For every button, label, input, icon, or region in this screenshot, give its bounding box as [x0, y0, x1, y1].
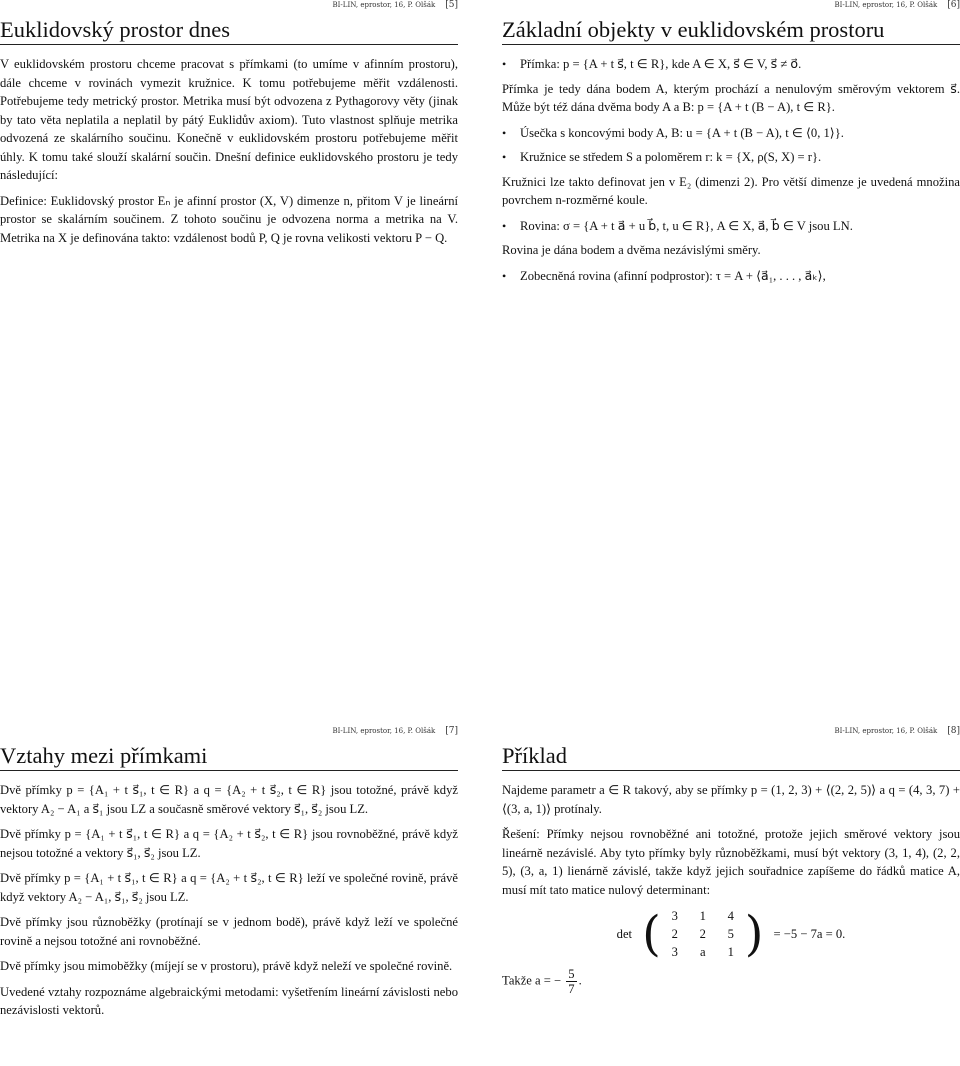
- bullet-text: Zobecněná rovina (afinní podprostor): τ = A + ⟨a⃗₁, . . . , a⃗ₖ⟩,: [520, 268, 826, 283]
- bullet-icon: •: [502, 268, 507, 283]
- slide-6: [502, 0, 960, 291]
- slide-number: [5]: [445, 0, 458, 10]
- matrix-bracket-left: (: [642, 906, 661, 962]
- matrix-cell: 5: [727, 927, 734, 941]
- paragraph: Najdeme parametr a ∈ R takový, aby se přímky p = (1, 2, 3) + ⟨(2, 2, 5)⟩ a q = (4, 3, 7) + ⟨(3, a, 1)⟩ protínaly.: [502, 783, 960, 816]
- determinant-equation: [502, 907, 960, 961]
- bullet-icon: •: [502, 57, 507, 71]
- bullet-item: [502, 267, 960, 286]
- fraction-denominator: 7: [568, 982, 575, 996]
- slide-5: [0, 0, 458, 254]
- slide-header: [502, 0, 960, 10]
- matrix-cell: 3: [671, 945, 678, 959]
- paragraph: Dvě přímky p = {A₁ + t s⃗₁, t ∈ R} a q = {A₂ + t s⃗₂, t ∈ R} leží ve společné rovině, právě když vektory A₂ − A₁, s⃗₁, s⃗₂ jsou LZ.: [0, 871, 458, 904]
- slide-title: Euklidovský prostor dnes: [0, 16, 458, 45]
- header-info: BI-LIN, eprostor, 16, P. Olšák: [332, 727, 436, 735]
- bullet-item: [502, 148, 960, 167]
- slide-title: Vztahy mezi přímkami: [0, 742, 458, 771]
- matrix: [642, 907, 763, 961]
- slide-7: [0, 726, 458, 1027]
- slide-header: [502, 726, 960, 736]
- paragraph: Dvě přímky jsou různoběžky (protínají se v jednom bodě), právě když leží ve společné rovině a nejsou totožné ani rovnoběžné.: [0, 915, 458, 948]
- matrix-cell: 2: [671, 927, 678, 941]
- conclusion-text: Takže a = −: [502, 973, 562, 988]
- matrix-cell: 3: [671, 909, 678, 923]
- matrix-bracket-right: ): [744, 906, 764, 962]
- bullet-icon: •: [502, 125, 507, 140]
- matrix-cell: 2: [699, 927, 706, 941]
- slide-body: [0, 781, 458, 1020]
- paragraph: Uvedené vztahy rozpoznáme algebraickými metodami: vyšetřením lineární závislosti nebo nezávislosti vektorů.: [0, 984, 458, 1017]
- paragraph: Kružnici lze takto definovat jen v E₂ (dimenzi 2). Pro větší dimenze je uvedená množina povrchem n-rozměrné koule.: [502, 174, 960, 207]
- slide-title: Základní objekty v euklidovském prostoru: [502, 16, 960, 45]
- header-info: BI-LIN, eprostor, 16, P. Olšák: [332, 1, 436, 9]
- bullet-item: [502, 217, 960, 236]
- matrix-grid: [661, 907, 745, 961]
- definition-paragraph: Definice: Euklidovský prostor Eₙ je afinní prostor (X, V) dimenze n, přitom V je lineární prostor se skalárním součinem. Z tohoto součinu je odvozena norma a metrika na V. Metrika na X je definována takto: vzdálenost bodů P, Q je rovna velikosti vektoru P − Q.: [0, 193, 458, 245]
- conclusion: [502, 967, 960, 996]
- slide-number: [6]: [947, 0, 960, 10]
- slide-header: [0, 726, 458, 736]
- bullet-text: Úsečka s koncovými body A, B: u = {A + t (B − A), t ∈ ⟨0, 1⟩}.: [520, 125, 844, 140]
- fraction-numerator: 5: [568, 967, 575, 981]
- det-label: det: [616, 926, 633, 941]
- paragraph: V euklidovském prostoru chceme pracovat s přímkami (to umíme v afinním prostoru), dále chceme v rovinách vymezit kružnice. K tomu potřebujeme měřit vzdálenosti. Potřebujeme tedy metrický prostor. Metrika musí být odvozena z Pythagorovy věty (jinak by tato věta neplatila a neplatil by pátý Euklidův axiom). Tuto vlastnost splňuje metrika odvozená ze skalárního součinu. Konečně v euklidovském prostoru potřebujeme měřit úhly. K tomu také slouží skalární součin. Dnešní definice euklidovského prostoru je tedy následující:: [0, 57, 458, 182]
- det-result: = −5 − 7a = 0.: [773, 926, 846, 941]
- slide-number: [8]: [947, 726, 960, 736]
- conclusion-suffix: .: [578, 973, 582, 988]
- bullet-text: Rovina: σ = {A + t a⃗ + u b⃗, t, u ∈ R}, A ∈ X, a⃗, b⃗ ∈ V jsou LN.: [520, 218, 853, 233]
- bullet-text: Kružnice se středem S a poloměrem r: k = {X, ρ(S, X) = r}.: [520, 150, 822, 164]
- matrix-cell: 1: [727, 945, 734, 959]
- paragraph: Dvě přímky jsou mimoběžky (míjejí se v prostoru), právě když neleží ve společné rovině.: [0, 959, 453, 973]
- bullet-item: [502, 124, 960, 143]
- matrix-cell: 4: [727, 909, 734, 923]
- matrix-cell: 1: [699, 909, 706, 923]
- paragraph: Přímka je tedy dána bodem A, kterým prochází a nenulovým směrovým vektorem s⃗. Může být též dána dvěma body A a B: p = {A + t (B − A), t ∈ R}.: [502, 81, 960, 114]
- slide-header: [0, 0, 458, 10]
- slide-body: [502, 781, 960, 996]
- header-info: BI-LIN, eprostor, 16, P. Olšák: [834, 1, 938, 9]
- matrix-cell: a: [700, 945, 706, 959]
- slide-8: [502, 726, 960, 1003]
- bullet-icon: •: [502, 218, 507, 233]
- bullet-item: [502, 55, 960, 74]
- paragraph: Rovina je dána bodem a dvěma nezávislými směry.: [502, 243, 761, 257]
- bullet-icon: •: [502, 150, 507, 164]
- slide-number: [7]: [445, 726, 458, 736]
- paragraph: Řešení: Přímky nejsou rovnoběžné ani totožné, protože jejich směrové vektory jsou lineárně nezávislé. Aby tyto přímky byly různoběžkami, musí být vektory (3, 1, 4), (2, 2, 5), (3, a, 1) lienárně závislé, takže když jejich souřadnice zapíšeme do řádků matice A, musí mít tato matice nulový determinant:: [502, 827, 960, 897]
- bullet-text: Přímka: p = {A + t s⃗, t ∈ R}, kde A ∈ X, s⃗ ∈ V, s⃗ ≠ o⃗.: [520, 57, 802, 71]
- slide-body: [0, 55, 458, 247]
- slide-body: [502, 55, 960, 285]
- paragraph: Dvě přímky p = {A₁ + t s⃗₁, t ∈ R} a q = {A₂ + t s⃗₂, t ∈ R} jsou rovnoběžné, právě když nejsou totožné a vektory s⃗₁, s⃗₂ jsou LZ.: [0, 827, 458, 860]
- paragraph: Dvě přímky p = {A₁ + t s⃗₁, t ∈ R} a q = {A₂ + t s⃗₂, t ∈ R} jsou totožné, právě když vektory A₂ − A₁ a s⃗₁ jsou LZ a současně směrové vektory s⃗₁, s⃗₂ jsou LZ.: [0, 783, 458, 816]
- slide-title: Příklad: [502, 742, 960, 771]
- header-info: BI-LIN, eprostor, 16, P. Olšák: [834, 727, 938, 735]
- fraction: [566, 967, 576, 996]
